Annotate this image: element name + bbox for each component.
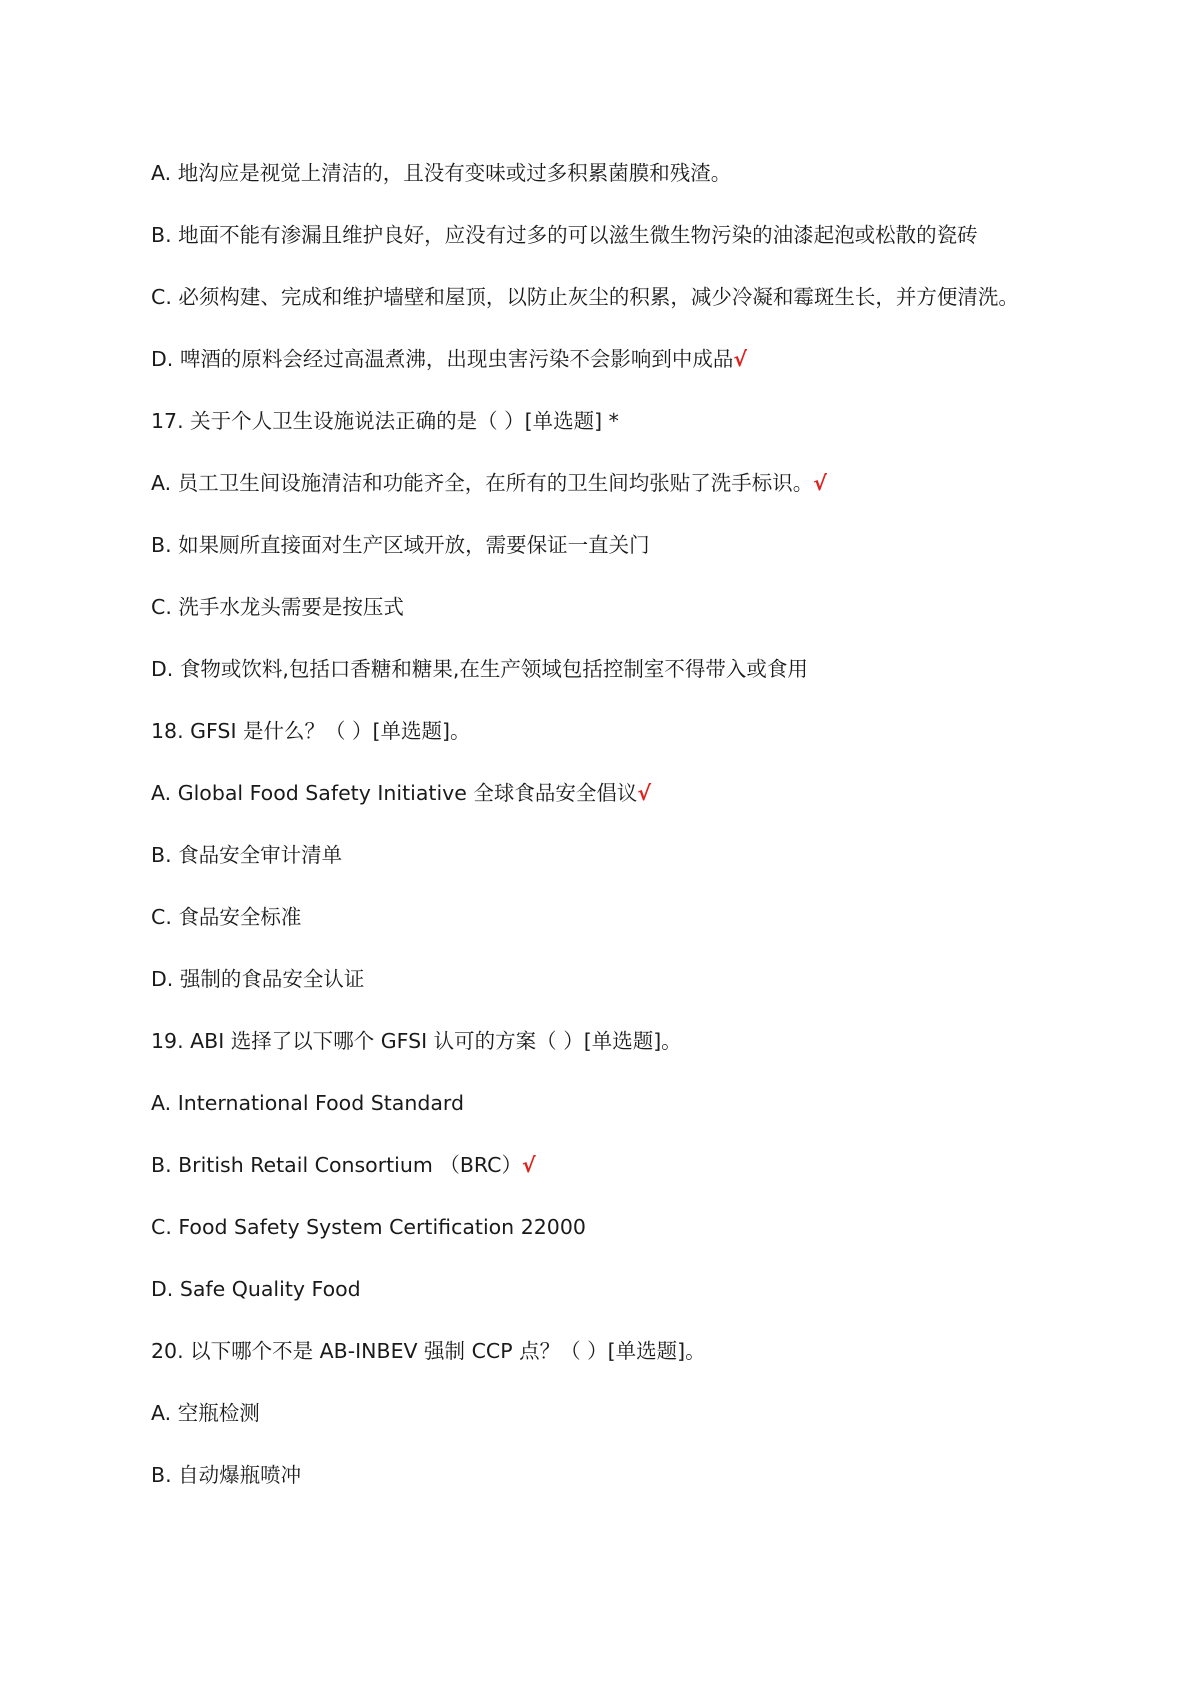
line-text: D. Safe Quality Food [151, 1277, 361, 1301]
option-line [151, 778, 1131, 808]
line-text: 18. GFSI 是什么？（ ）[单选题]。 [151, 719, 471, 743]
option-line [151, 902, 1131, 932]
option-line [151, 1088, 1131, 1118]
option-line [151, 282, 1131, 312]
question-line [151, 1026, 1131, 1056]
option-line [151, 468, 1131, 498]
option-line [151, 964, 1131, 994]
line-text: C. Food Safety System Certification 22000 [151, 1215, 586, 1239]
question-line [151, 1336, 1131, 1366]
line-text: A. 员工卫生间设施清洁和功能齐全，在所有的卫生间均张贴了洗手标识。 [151, 471, 814, 495]
line-text: 19. ABI 选择了以下哪个 GFSI 认可的方案（ ）[单选题]。 [151, 1029, 682, 1053]
line-text: A. 地沟应是视觉上清洁的，且没有变味或过多积累菌膜和残渣。 [151, 161, 732, 185]
option-line [151, 1150, 1131, 1180]
line-text: B. 如果厕所直接面对生产区域开放，需要保证一直关门 [151, 533, 650, 557]
line-text: A. Global Food Safety Initiative 全球食品安全倡议 [151, 781, 638, 805]
correct-answer-mark: √ [637, 781, 652, 805]
question-line [151, 406, 1131, 436]
option-line [151, 344, 1131, 374]
question-line [151, 716, 1131, 746]
line-text: 20. 以下哪个不是 AB-INBEV 强制 CCP 点？（ ）[单选题]。 [151, 1339, 706, 1363]
option-line [151, 1460, 1131, 1490]
correct-answer-mark: √ [813, 471, 827, 495]
line-text: A. 空瓶检测 [151, 1401, 260, 1425]
option-line [151, 158, 1131, 188]
option-line [151, 654, 1131, 684]
line-text: D. 啤酒的原料会经过高温煮沸，出现虫害污染不会影响到中成品 [151, 347, 734, 371]
line-text: B. 食品安全审计清单 [151, 843, 343, 867]
line-text: C. 必须构建、完成和维护墙壁和屋顶，以防止灰尘的积累，减少冷凝和霉斑生长，并方便清洗。 [151, 285, 1019, 309]
option-line [151, 1398, 1131, 1428]
correct-answer-mark: √ [733, 347, 748, 371]
line-text: D. 食物或饮料,包括口香糖和糖果,在生产领域包括控制室不得带入或食用 [151, 657, 808, 681]
line-text: A. International Food Standard [151, 1091, 464, 1115]
line-text: B. British Retail Consortium （BRC） [151, 1153, 522, 1177]
line-text: D. 强制的食品安全认证 [151, 967, 365, 991]
line-text: B. 地面不能有渗漏且维护良好，应没有过多的可以滋生微生物污染的油漆起泡或松散的瓷砖 [151, 223, 978, 247]
line-text: 17. 关于个人卫生设施说法正确的是（ ）[单选题] * [151, 409, 619, 433]
option-line [151, 592, 1131, 622]
correct-answer-mark: √ [521, 1153, 536, 1177]
option-line [151, 1212, 1131, 1242]
option-line [151, 1274, 1131, 1304]
line-text: C. 洗手水龙头需要是按压式 [151, 595, 404, 619]
option-line [151, 840, 1131, 870]
line-text: C. 食品安全标准 [151, 905, 302, 929]
line-text: B. 自动爆瓶喷冲 [151, 1463, 302, 1487]
option-line [151, 530, 1131, 560]
option-line [151, 220, 1131, 250]
